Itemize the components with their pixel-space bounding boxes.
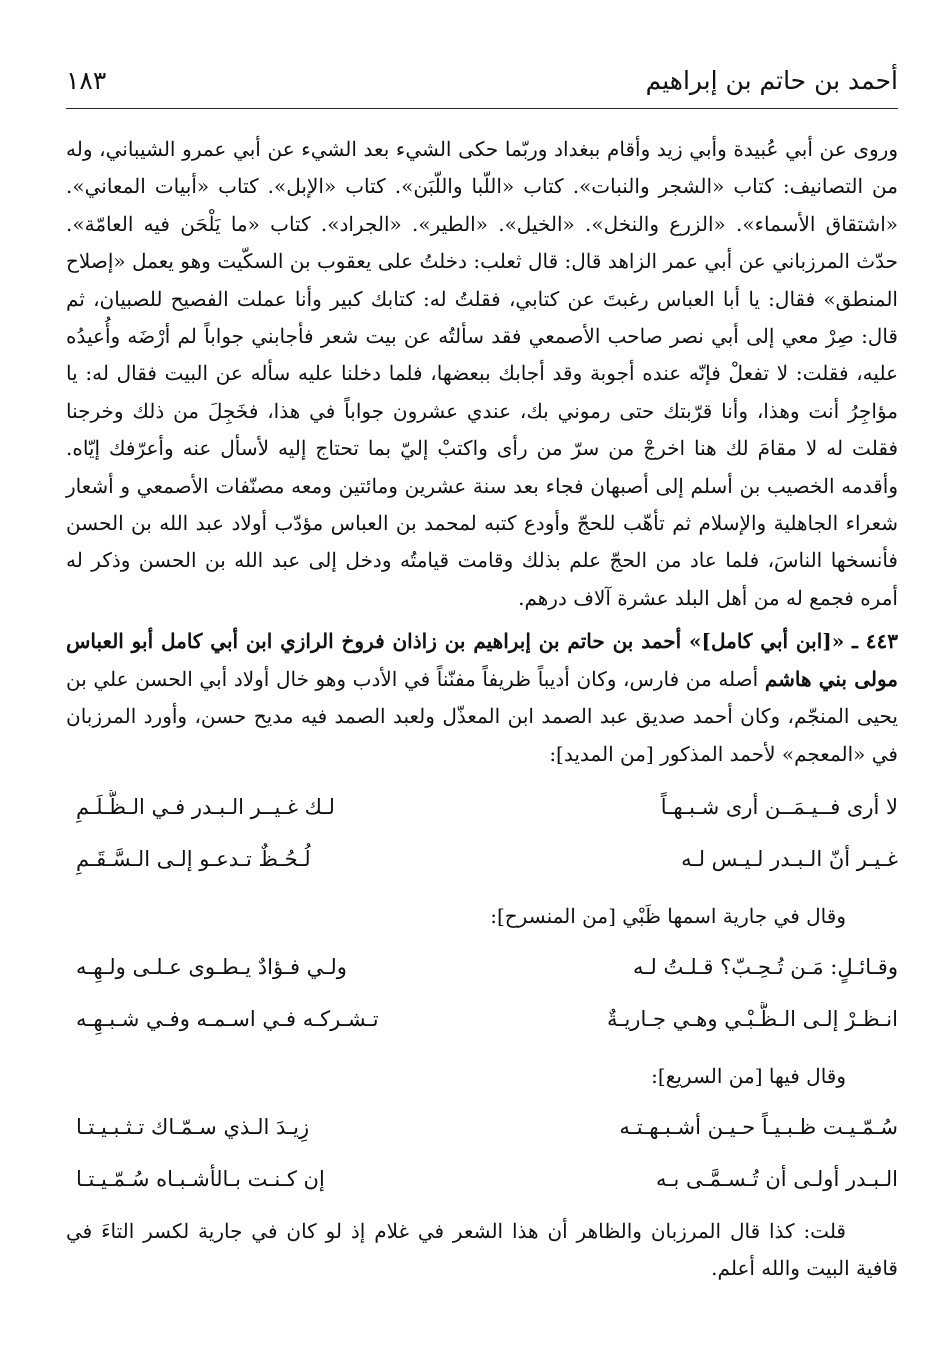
poem-munsarih: [66, 941, 898, 1045]
verse-intro: وقال فيها [من السريع]:: [651, 1063, 846, 1088]
first-hemistich: انـظـرْ إلـى الـظَّـبْـي وهـي جـاريـةٌ: [607, 1006, 898, 1031]
poem-sari: [66, 1101, 898, 1205]
first-hemistich: غـيـر أنّ الـبـدر لـيـس لـه: [681, 846, 898, 871]
verse-line: [66, 833, 898, 885]
page-number: ١٨٣: [66, 66, 107, 95]
second-hemistich: ولـي فـؤادٌ يـطـوى عـلـى ولـهِـه: [76, 954, 347, 979]
second-hemistich: إن كـنـت بـالأشـبـاه سُـمّـيـتـا: [76, 1166, 325, 1191]
verse-intro: وقال في جارية اسمها ظَبْي [من المنسرح]:: [490, 903, 846, 928]
editor-note-text: قلت: كذا قال المرزبان والظاهر أن هذا الشعر في غلام إذ لو كان في جارية لكسر التاءَ في قافية البيت والله أعلم.: [66, 1218, 898, 1281]
verse-line: [66, 993, 898, 1045]
running-title: أحمد بن حاتم بن إبراهيم: [645, 66, 898, 95]
book-page: [66, 60, 898, 1288]
first-hemistich: الـبـدر أولـى أن تُـسـمَّـى بـه: [656, 1166, 898, 1191]
first-hemistich: لا أرى فــيـمَــن أرى شـبـهـاً: [660, 794, 898, 819]
entry-text: أصله من فارس، وكان أديباً ظريفاً مفنّناً في الأدب وهو خال أولاد أبي الحسن علي بن يحيى المنجّم، وكان أحمد صديق عبد الصمد ابن المعذّل ولعبد الصمد فيه مديح حسن، وأورد المرزبان في «المعجم» لأحمد المذكور [من المديد]:: [66, 666, 898, 766]
verse-line: [66, 941, 898, 993]
verse-line: [66, 1153, 898, 1205]
biography-paragraph: وروى عن أبي عُبيدة وأبي زيد وأقام ببغداد وربّما حكى الشيء بعد الشيء عن أبي عمرو الشيباني، وله من التصانيف: كتاب «الشجر والنبات». كتاب «اللّبا واللّبَن». كتاب «الإبل». كتاب «أبيات المعاني». «اشتقاق الأسماء». «الزرع والنخل». «الخيل». «الطير». «الجراد». كتاب «ما يَلْحَن فيه العامّة». حدّث المرزباني عن أبي عمر الزاهد قال: قال ثعلب: دخلتُ على يعقوب بن السكّيت وهو يعمل «إصلاح المنطق» فقال: يا أبا العباس رغبتَ عن كتابي، فقلتُ له: كتابك كبير وأنا عملت الفصيح للصبيان، ثم قال: صِرْ معي إلى أبي نصر صاحب الأصمعي فقد سألتُه عن بيت شعر فأجابني جواباً لم أرْضَه وأُعيدُه عليه، فقلت: لا تفعلْ فإنّه عنده أجوبة وقد أجابك ببعضها، فلما دخلنا عليه سأله عن البيت فقال له: يا مؤاجِرُ أنت وهذا، وأنا قرّبتك حتى رموني بك، عندي عشرون جواباً في هذا، فخَجِلَ من ذلك وخرجنا فقلت له لا مقامَ لك هنا اخرجْ من سرّ من رأى واكتبْ إليّ بما تحتاج إليه لأسأل عنه وأعرّفك إيّاه. وأقدمه الخصيب بن أسلم إلى أصبهان فجاء بعد سنة عشرين ومائتين ومعه مصنّفات الأصمعي و أشعار شعراء الجاهلية والإسلام ثم تأهّب للحجّ وأودع كتبه لمحمد بن العباس مؤدّب أولاد عبد الله بن الحسن فأنسخها الناسَ، فلما عاد من الحجّ علم بذلك وقامت قيامتُه ودخل إلى عبد الله بن الحسن وذكر له أمره فجمع له من أهل البلد عشرة آلاف درهم.: [66, 137, 898, 610]
running-header: [66, 60, 898, 108]
editor-note: [66, 1213, 898, 1288]
second-hemistich: لُـحُـظٌ تـدعـو إلـى الـسَّـقَـمِ: [76, 846, 311, 871]
entry-heading: ٤٤٣ ـ «[ابن أبي كامل]» أحمد بن حاتم بن إبراهيم بن زاذان فروخ الرازي ابن أبي كامل أبو العباس مولى بني هاشم: [66, 629, 899, 691]
header-rule: [66, 108, 898, 109]
verse-line: [66, 1101, 898, 1153]
verse-line: [66, 781, 898, 833]
first-hemistich: وقـائـلٍ: مَـن تُـحِـبّ؟ قـلـتُ لـه: [633, 954, 898, 979]
second-hemistich: تـشـركـه فـي اسـمـه وفـي شـبـهِـه: [76, 1006, 379, 1031]
second-hemistich: لـك غـيــر الـبـدر فـي الـظُّـلَـمِ: [76, 794, 335, 819]
second-hemistich: زِيـدَ الـذي سـمّـاك تـثـبـيـتـا: [76, 1114, 310, 1139]
poem-madid: [66, 781, 898, 885]
first-hemistich: سُـمّـيـت ظـبـيـاً حـيـن أشـبـهـتـه: [619, 1114, 898, 1139]
entry-443: [66, 623, 898, 773]
